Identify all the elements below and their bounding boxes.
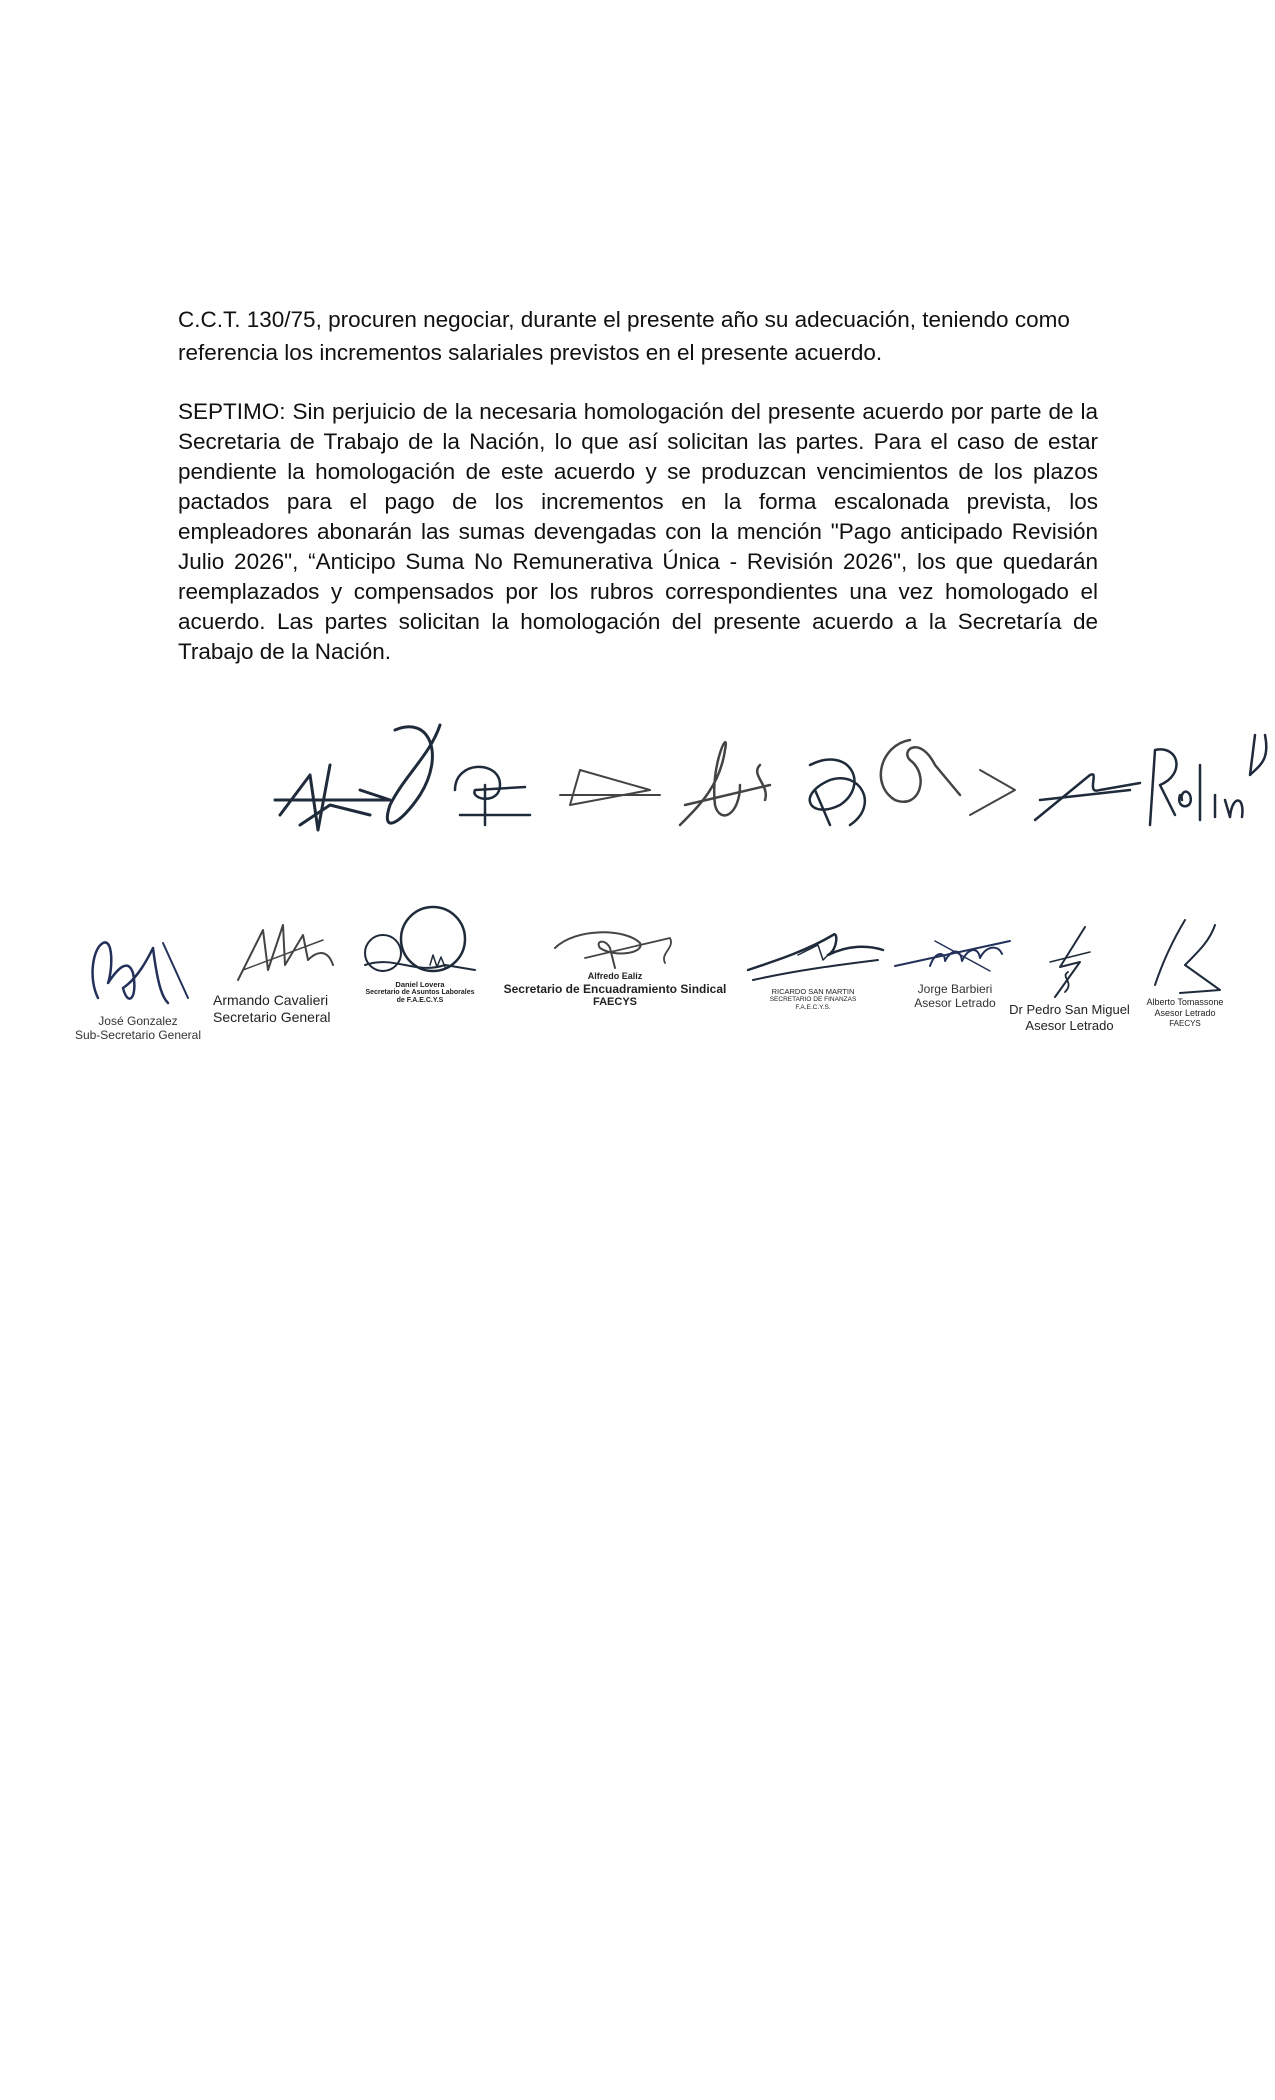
signature-image (545, 923, 685, 971)
paragraph-septimo: SEPTIMO: Sin perjuicio de la necesaria homologación del presente acuerdo por parte de la Secretaria de Trabajo de la Nación, lo que así solicitan las partes. Para el caso de estar pendiente la homologación de este acuerdo y se produzcan vencimientos de los plazos pactados para el pago de los incrementos en la forma escalonada prevista, los empleadores abonarán las sumas devengadas con la mención "Pago anticipado Revisión Julio 2026", “Anticipo Suma No Remunerativa Única - Revisión 2026", los que quedarán reemplazados y compensados por los rubros correspondientes una vez homologado el acuerdo. Las partes solicitan la homologación del presente acuerdo a la Secretaría de Trabajo de la Nación. (178, 399, 1098, 664)
signatory-name: RICARDO SAN MARTIN (771, 987, 855, 996)
signature-mark (810, 760, 865, 825)
signatory-org: F.A.E.C.Y.S. (795, 1003, 831, 1011)
signature-mark (387, 725, 440, 823)
signatory-org: FAECYS (592, 996, 637, 1009)
signatory-role: SECRETARIO DE FINANZAS (769, 996, 857, 1003)
signatory-name: Armando Cavalieri (213, 992, 329, 1008)
signatory-armando-cavalieri (213, 910, 353, 1026)
signature-mark (680, 742, 770, 825)
signatures-top-image (270, 705, 1270, 850)
signatory-pedro-san-miguel (1002, 922, 1137, 1033)
signature-mark (1150, 735, 1266, 825)
signatory-role: Asesor Letrado (1154, 1007, 1216, 1018)
signatory-role: Asesor Letrado (914, 996, 996, 1011)
signature-mark (1035, 774, 1140, 820)
signatory-role: Secretario de Asuntos Laborales (365, 989, 475, 996)
signatory-jorge-barbieri (890, 926, 1020, 1011)
signatory-name: Jorge Barbieri (917, 982, 993, 996)
signatory-role: Sub-Secretario General (74, 1028, 202, 1043)
signature-image (1030, 922, 1110, 1002)
signature-mark (881, 740, 960, 802)
signature-image (223, 910, 343, 992)
signature-mark (275, 765, 390, 830)
signature-image (890, 926, 1020, 982)
signatory-role: Secretario de Encuadramiento Sindical (503, 981, 727, 996)
signatory-jose-gonzalez (68, 928, 208, 1043)
signatory-name: Alberto Tomassone (1146, 997, 1224, 1007)
document-body (178, 303, 1098, 667)
signature-mark (455, 767, 530, 825)
signature-mark (560, 770, 660, 805)
signatory-ricardo-san-martin (738, 925, 888, 1012)
signatory-alberto-tomassone (1135, 915, 1235, 1028)
signatory-daniel-lovera (355, 905, 485, 1006)
signatory-name: Daniel Lovera (395, 980, 445, 989)
signature-image (355, 905, 485, 980)
signature-mark (970, 770, 1015, 815)
signatory-role: Secretario General (213, 1008, 331, 1025)
signatory-name: Alfredo Ealiz (587, 971, 643, 981)
signatory-name: José Gonzalez (98, 1014, 178, 1028)
signatory-alfredo-ealiz (495, 923, 735, 1009)
paragraph-cct: C.C.T. 130/75, procuren negociar, durante el presente año su adecuación, teniendo como referencia los incrementos salariales previstos en el presente acuerdo. (178, 307, 1070, 365)
signature-image (78, 928, 198, 1014)
signature-image (1140, 915, 1230, 997)
signatory-org: FAECYS (1169, 1018, 1201, 1028)
signature-image (738, 925, 888, 987)
signatory-org: de F.A.E.C.Y.S (396, 997, 444, 1005)
signatory-role: Asesor Letrado (1025, 1017, 1114, 1033)
signatures-top-row (270, 705, 1270, 850)
signatory-name: Dr Pedro San Miguel (1009, 1002, 1130, 1017)
